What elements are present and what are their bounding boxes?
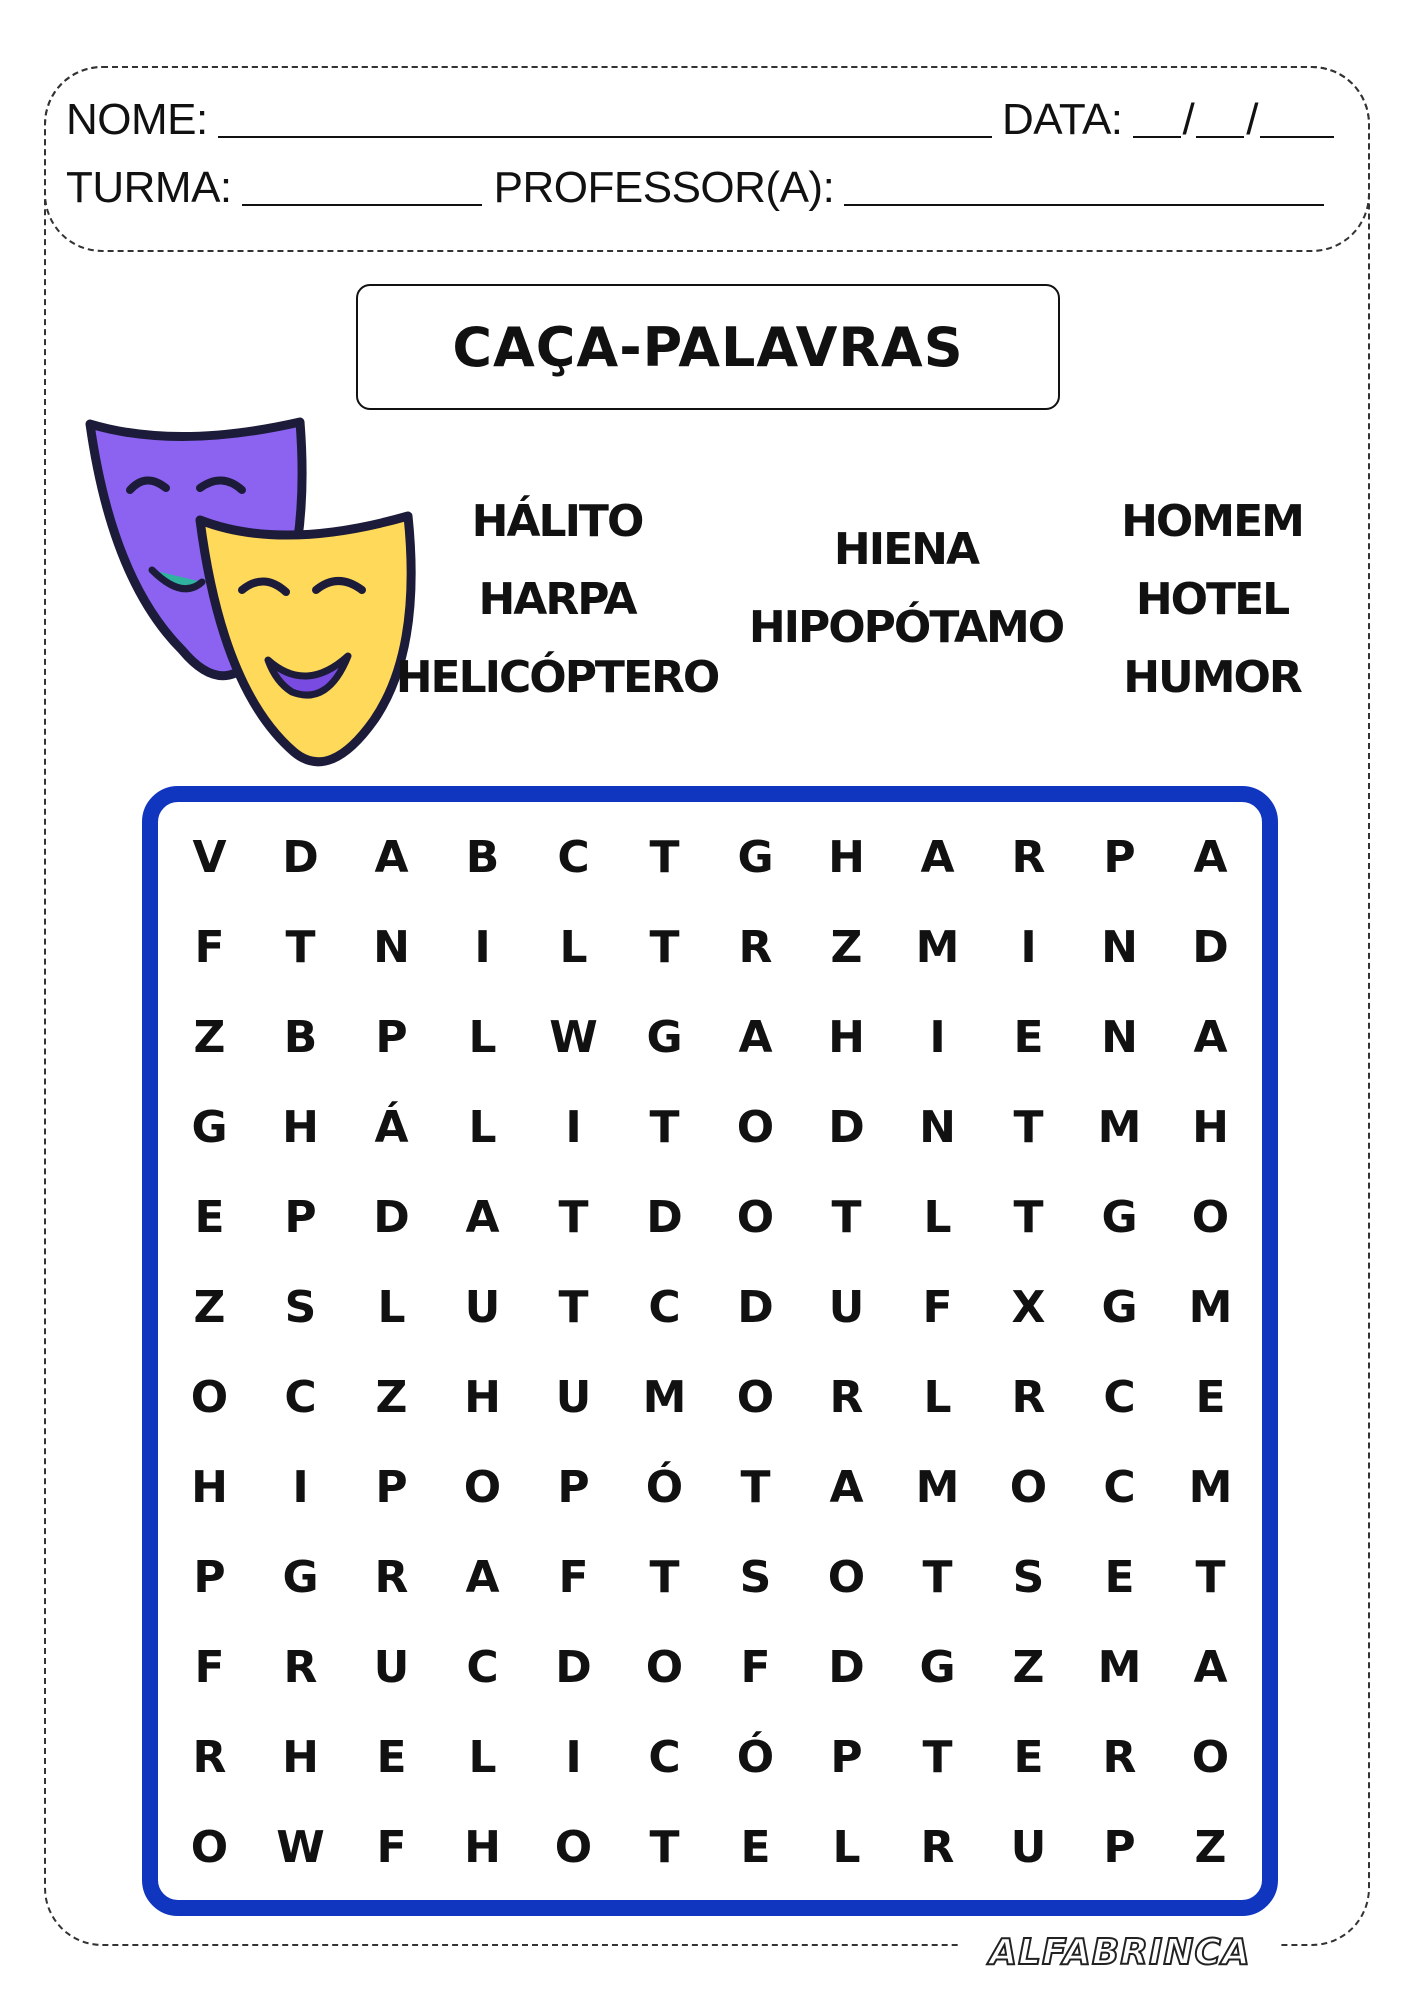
grid-letter[interactable]: U [373, 1641, 410, 1693]
grid-letter[interactable]: C [1103, 1371, 1136, 1423]
date-month-blank[interactable] [1196, 136, 1244, 138]
grid-letter[interactable]: C [557, 831, 590, 883]
grid-letter[interactable]: G [1101, 1281, 1138, 1333]
word-item: HUMOR [1123, 652, 1301, 703]
word-item: HOTEL [1135, 574, 1289, 625]
grid-letter[interactable]: Á [374, 1101, 409, 1153]
grid-letter[interactable]: I [565, 1731, 582, 1783]
grid-letter[interactable]: E [1104, 1551, 1135, 1603]
grid-letter[interactable]: Z [1194, 1821, 1227, 1873]
grid-letter[interactable]: I [565, 1101, 582, 1153]
grid-letter[interactable]: X [1011, 1281, 1046, 1333]
theatre-masks-icon [82, 410, 422, 770]
grid-letter[interactable]: T [649, 921, 680, 973]
grid-letter[interactable]: D [828, 1101, 865, 1153]
grid-letter[interactable]: P [375, 1461, 408, 1513]
word-item: HIENA [833, 524, 979, 575]
grid-letter[interactable]: T [649, 1101, 680, 1153]
grid-letter[interactable]: T [649, 831, 680, 883]
teacher-label: PROFESSOR(A): [493, 163, 835, 212]
grid-letter[interactable]: I [1020, 921, 1037, 973]
grid-letter[interactable]: G [191, 1101, 228, 1153]
date-separator: / [1182, 95, 1195, 144]
grid-letter[interactable]: A [465, 1551, 500, 1603]
grid-letter[interactable]: T [649, 1551, 680, 1603]
grid-letter[interactable]: D [828, 1641, 865, 1693]
grid-letter[interactable]: O [554, 1821, 593, 1873]
grid-letter[interactable]: O [463, 1461, 502, 1513]
grid-letter[interactable]: G [646, 1011, 683, 1063]
grid-letter[interactable]: D [646, 1191, 683, 1243]
class-label: TURMA: [66, 163, 232, 212]
grid-letter[interactable]: R [920, 1821, 955, 1873]
grid-letter[interactable]: H [828, 1011, 865, 1063]
grid-letter[interactable]: M [915, 1461, 960, 1513]
grid-letter[interactable]: T [558, 1281, 589, 1333]
grid-letter[interactable]: R [1102, 1731, 1137, 1783]
grid-letter[interactable]: F [740, 1641, 771, 1693]
grid-letter[interactable]: Z [193, 1011, 226, 1063]
grid-letter[interactable]: O [190, 1821, 229, 1873]
grid-letter[interactable]: G [737, 831, 774, 883]
grid-letter[interactable]: A [1193, 1641, 1228, 1693]
date-label: DATA: [1001, 95, 1123, 144]
grid-letter[interactable]: T [922, 1551, 953, 1603]
grid-letter[interactable]: C [466, 1641, 499, 1693]
grid-letter[interactable]: F [376, 1821, 407, 1873]
grid-letter[interactable]: Z [1012, 1641, 1045, 1693]
grid-letter[interactable]: L [468, 1731, 497, 1783]
grid-letter[interactable]: P [375, 1011, 408, 1063]
grid-letter[interactable]: A [374, 831, 409, 883]
grid-letter[interactable]: P [830, 1731, 863, 1783]
grid-letter[interactable]: T [285, 921, 316, 973]
grid-letter[interactable]: F [194, 1641, 225, 1693]
grid-letter[interactable]: R [829, 1371, 864, 1423]
date-day-blank[interactable] [1133, 136, 1181, 138]
grid-letter[interactable]: T [1195, 1551, 1226, 1603]
grid-letter[interactable]: L [832, 1821, 861, 1873]
name-label: NOME: [66, 95, 208, 144]
header-row-2 [66, 163, 1334, 212]
grid-letter[interactable]: H [282, 1731, 319, 1783]
grid-letter[interactable]: S [284, 1281, 317, 1333]
grid-letter[interactable]: C [648, 1731, 681, 1783]
grid-letter[interactable]: E [1013, 1731, 1044, 1783]
grid-letter[interactable]: C [1103, 1461, 1136, 1513]
word-item: HÁLITO [471, 496, 643, 547]
grid-letter[interactable]: R [1011, 831, 1046, 883]
grid-letter[interactable]: P [284, 1191, 317, 1243]
grid-letter[interactable]: P [1103, 831, 1136, 883]
brand-logo [960, 1924, 1280, 1980]
grid-letter[interactable]: D [282, 831, 319, 883]
grid-letter[interactable]: A [920, 831, 955, 883]
grid-letter[interactable]: M [1097, 1641, 1142, 1693]
word-item: HIPOPÓTAMO [748, 602, 1064, 653]
grid-letter[interactable]: N [919, 1101, 956, 1153]
grid-letter[interactable]: M [1188, 1281, 1233, 1333]
grid-letter[interactable]: T [1013, 1101, 1044, 1153]
grid-letter[interactable]: U [555, 1371, 592, 1423]
grid-letter[interactable]: T [1013, 1191, 1044, 1243]
grid-letter[interactable]: T [831, 1191, 862, 1243]
grid-letter[interactable]: Ó [736, 1731, 775, 1783]
grid-letter[interactable]: T [558, 1191, 589, 1243]
grid-letter[interactable]: A [1193, 831, 1228, 883]
grid-letter[interactable]: L [377, 1281, 406, 1333]
grid-letter[interactable]: P [1103, 1821, 1136, 1873]
grid-letter[interactable]: P [557, 1461, 590, 1513]
grid-letter[interactable]: I [929, 1011, 946, 1063]
grid-letter[interactable]: S [739, 1551, 772, 1603]
word-item: HELICÓPTERO [395, 652, 719, 703]
grid-letter[interactable]: G [282, 1551, 319, 1603]
grid-letter[interactable]: M [915, 921, 960, 973]
teacher-blank[interactable] [844, 204, 1324, 206]
grid-letter[interactable]: T [922, 1731, 953, 1783]
word-item: HOMEM [1121, 496, 1303, 547]
grid-letter[interactable]: A [829, 1461, 864, 1513]
grid-letter[interactable]: W [276, 1821, 325, 1873]
grid-letter[interactable]: N [1101, 921, 1138, 973]
header-box [44, 66, 1370, 252]
grid-letter[interactable]: T [740, 1461, 771, 1513]
grid-letter[interactable]: A [465, 1191, 500, 1243]
grid-letter[interactable]: N [373, 921, 410, 973]
word-item: HARPA [478, 574, 636, 625]
grid-letter[interactable]: B [283, 1011, 318, 1063]
grid-letter[interactable]: C [284, 1371, 317, 1423]
grid-letter[interactable]: M [642, 1371, 687, 1423]
class-blank[interactable] [242, 204, 482, 206]
grid-letter[interactable]: R [738, 921, 773, 973]
grid-letter[interactable]: O [827, 1551, 866, 1603]
grid-letter[interactable]: R [283, 1641, 318, 1693]
grid-letter[interactable]: N [1101, 1011, 1138, 1063]
grid-letter[interactable]: O [736, 1371, 775, 1423]
grid-letter[interactable]: V [192, 831, 227, 883]
grid-letter[interactable]: Z [375, 1371, 408, 1423]
name-blank[interactable] [218, 136, 992, 138]
grid-letter[interactable]: O [736, 1101, 775, 1153]
grid-letter[interactable]: I [292, 1461, 309, 1513]
grid-letter[interactable]: D [1192, 921, 1229, 973]
grid-letter[interactable]: H [464, 1371, 501, 1423]
grid-letter[interactable]: U [828, 1281, 865, 1333]
grid-letter[interactable]: Z [830, 921, 863, 973]
grid-letter[interactable]: Ó [645, 1461, 684, 1513]
grid-letter[interactable]: E [740, 1821, 771, 1873]
grid-letter[interactable]: O [190, 1371, 229, 1423]
grid-letter[interactable]: L [559, 921, 588, 973]
grid-letter[interactable]: A [738, 1011, 773, 1063]
grid-letter[interactable]: D [737, 1281, 774, 1333]
date-year-blank[interactable] [1260, 136, 1334, 138]
page-title: CAÇA-PALAVRAS [452, 315, 964, 379]
grid-letter[interactable]: E [1013, 1011, 1044, 1063]
grid-letter[interactable]: I [474, 921, 491, 973]
grid-letter[interactable]: O [1009, 1461, 1048, 1513]
grid-letter[interactable]: P [193, 1551, 226, 1603]
grid-letter[interactable]: B [465, 831, 500, 883]
grid-letter[interactable]: M [1097, 1101, 1142, 1153]
grid-letter[interactable]: R [1011, 1371, 1046, 1423]
grid-letter[interactable]: S [1012, 1551, 1045, 1603]
header-row-1 [66, 95, 1334, 144]
grid-letter[interactable]: F [922, 1281, 953, 1333]
grid-letter[interactable]: D [555, 1641, 592, 1693]
grid-letter[interactable]: A [1193, 1011, 1228, 1063]
grid-letter[interactable]: E [1195, 1371, 1226, 1423]
grid-letter[interactable]: L [468, 1101, 497, 1153]
grid-letter[interactable]: E [376, 1731, 407, 1783]
grid-letter[interactable]: W [549, 1011, 598, 1063]
grid-letter[interactable]: H [1192, 1101, 1229, 1153]
grid-letter[interactable]: O [1191, 1731, 1230, 1783]
grid-letter[interactable]: M [1188, 1461, 1233, 1513]
grid-letter[interactable]: O [1191, 1191, 1230, 1243]
grid-letter[interactable]: F [558, 1551, 589, 1603]
grid-letter[interactable]: D [373, 1191, 410, 1243]
grid-letter[interactable]: H [828, 831, 865, 883]
title-box [356, 284, 1060, 410]
grid-letter[interactable]: H [191, 1461, 228, 1513]
grid-letter[interactable]: C [648, 1281, 681, 1333]
grid-letter[interactable]: H [282, 1101, 319, 1153]
grid-letter[interactable]: U [464, 1281, 501, 1333]
brand-name: ALFABRINCA [989, 1931, 1251, 1973]
grid-letter[interactable]: O [736, 1191, 775, 1243]
grid-letter[interactable]: L [468, 1011, 497, 1063]
grid-letter[interactable]: G [919, 1641, 956, 1693]
grid-letter[interactable]: L [923, 1371, 952, 1423]
grid-letter[interactable]: U [1010, 1821, 1047, 1873]
grid-letter[interactable]: L [923, 1191, 952, 1243]
grid-letter[interactable]: Z [193, 1281, 226, 1333]
grid-letter[interactable]: O [645, 1641, 684, 1693]
grid-letter[interactable]: R [374, 1551, 409, 1603]
grid-letter[interactable]: F [194, 921, 225, 973]
word-search-grid [164, 812, 1256, 1892]
grid-letter[interactable]: H [464, 1821, 501, 1873]
grid-letter[interactable]: E [194, 1191, 225, 1243]
grid-letter[interactable]: R [192, 1731, 227, 1783]
date-separator: / [1246, 95, 1258, 144]
grid-letter[interactable]: T [649, 1821, 680, 1873]
grid-letter[interactable]: G [1101, 1191, 1138, 1243]
